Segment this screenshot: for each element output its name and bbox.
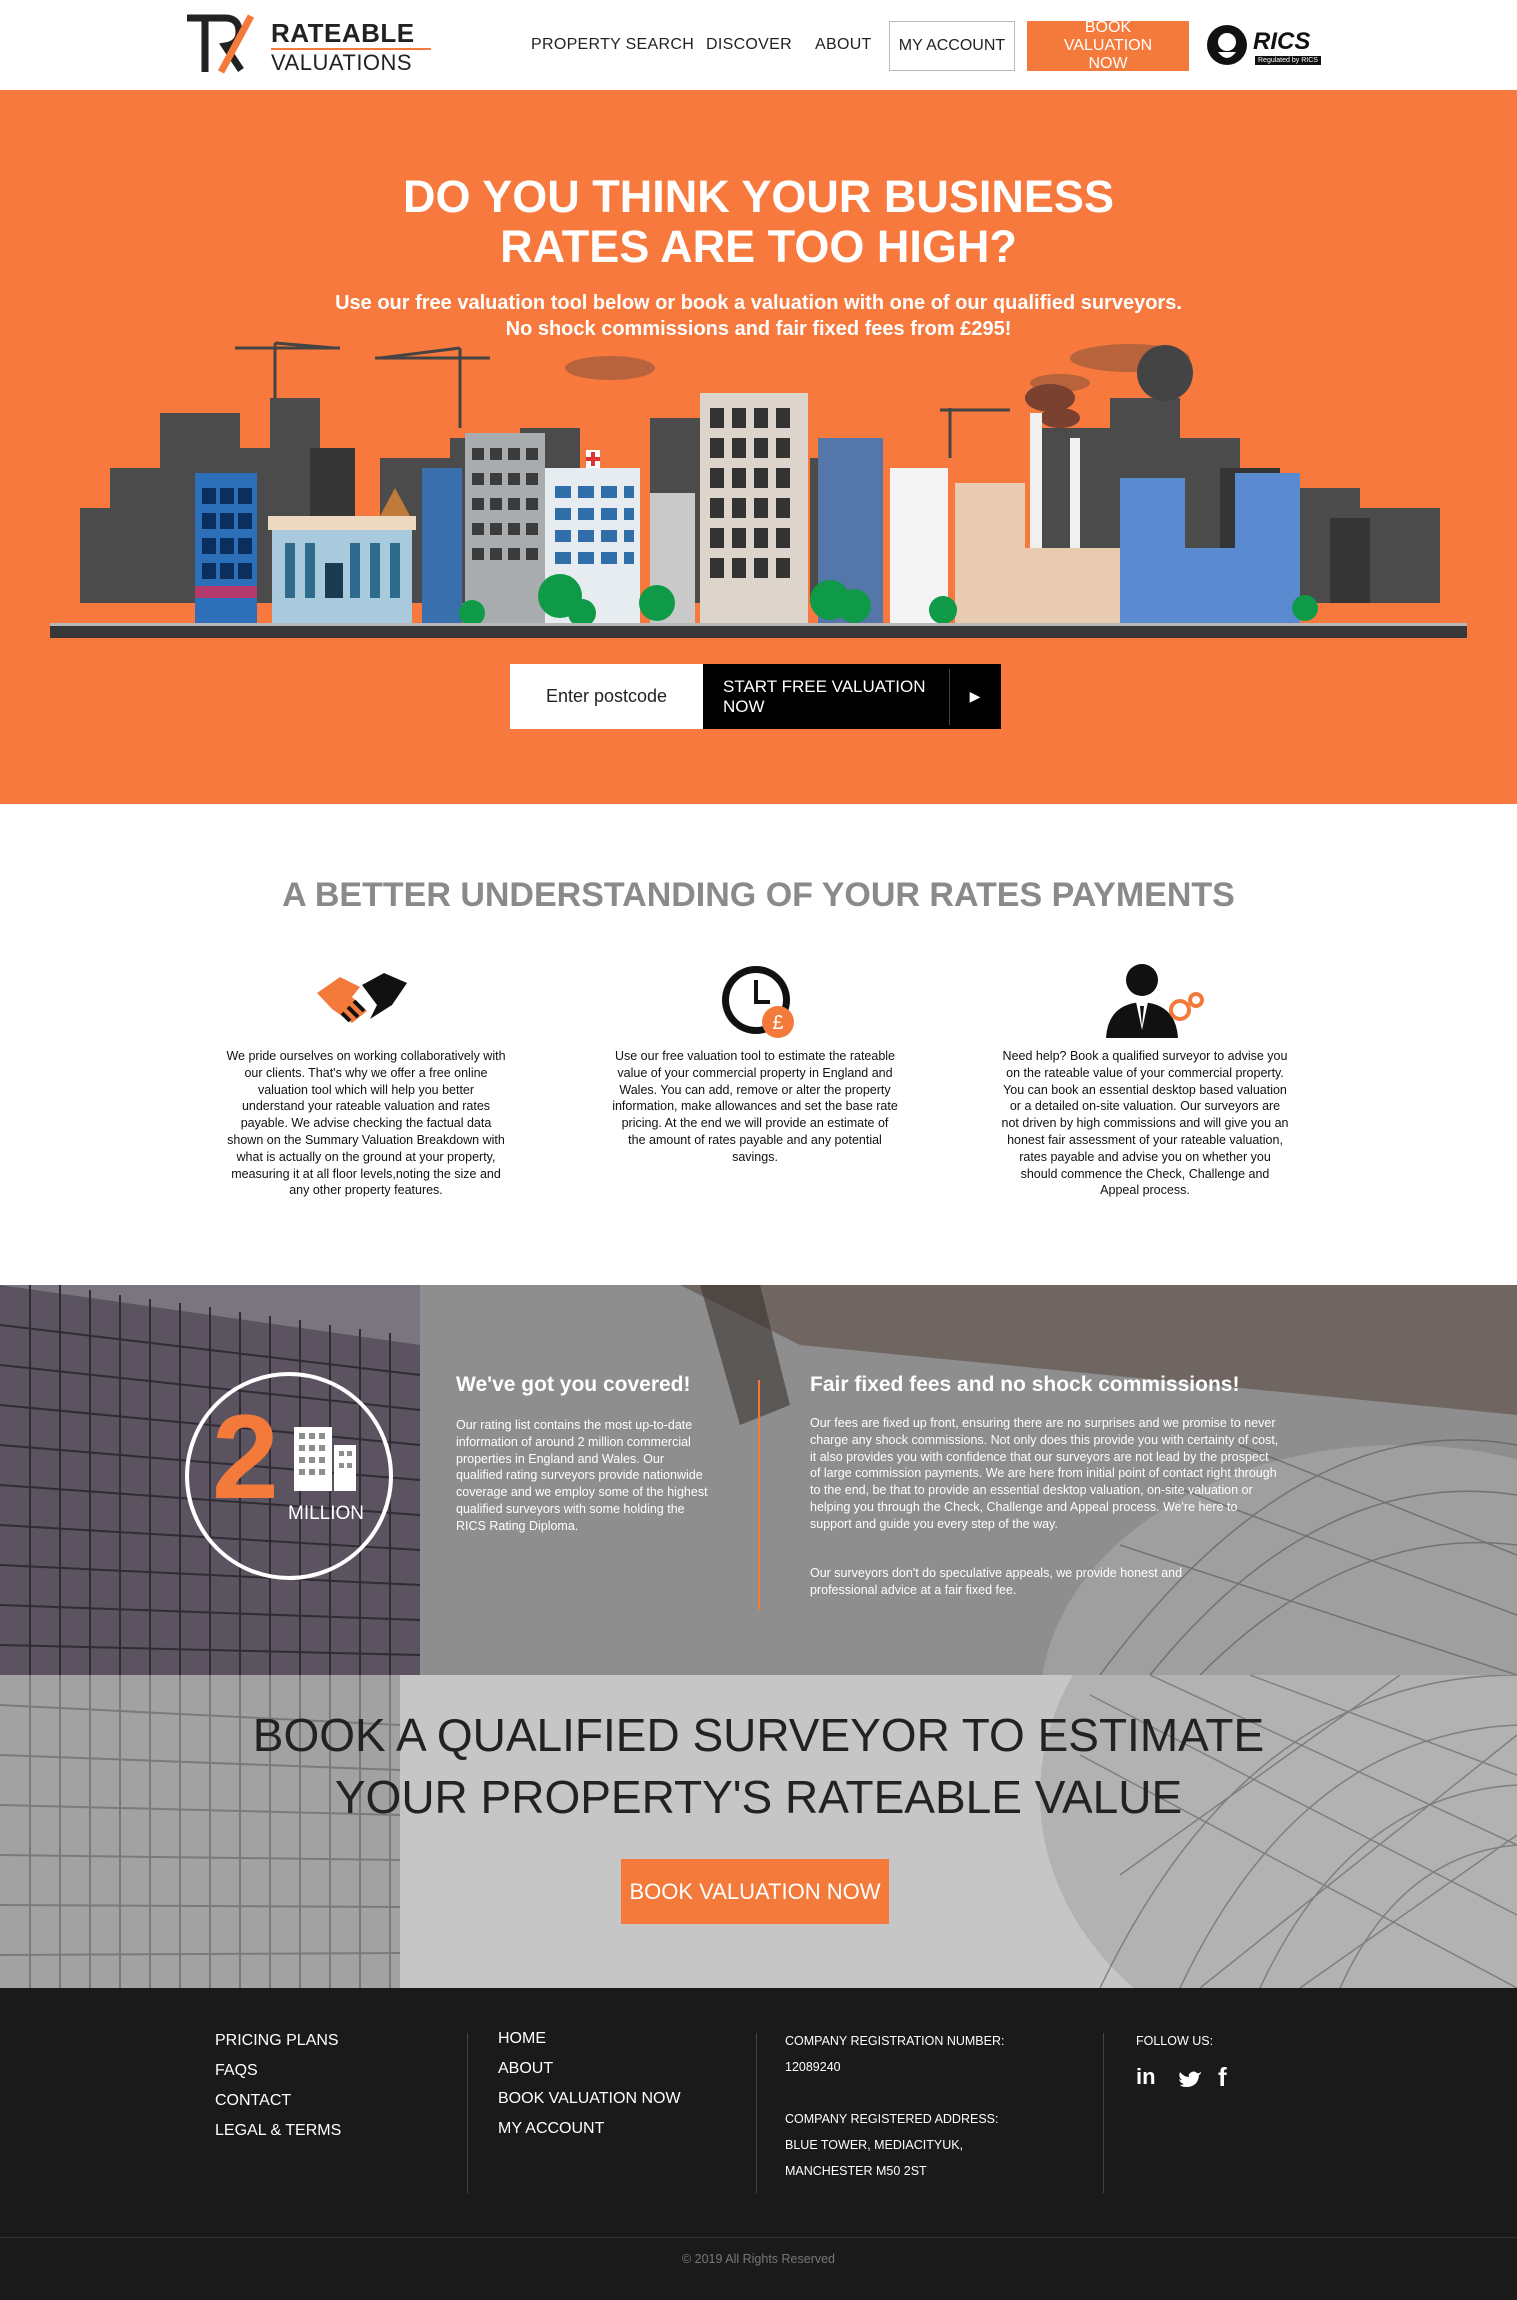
start-free-valuation-button[interactable] [703, 664, 1001, 729]
footer-address-label: COMPANY REGISTERED ADDRESS: [785, 2112, 999, 2126]
footer-reg-number: 12089240 [785, 2060, 841, 2074]
feature-text-valuation-tool: Use our free valuation tool to estimate the rateable value of your commercial property in England and Wales. You can add, remove or alter the property information, make allowances and set the base rate pricing. At the end we will provide an estimate of the amount of rates payable and any potential savings. [612, 1049, 898, 1164]
nav-about[interactable]: ABOUT [815, 36, 872, 53]
footer-my-account[interactable]: MY ACCOUNT [498, 2120, 605, 2137]
book-valuation-header-button[interactable]: BOOK VALUATION NOW [1027, 21, 1189, 71]
feature-text-collaboration: We pride ourselves on working collaboratively with our clients. That's why we offer a free online valuation tool which will help you better understand your rateable valuation and rates payable. We advise checking the factual data shown on the Summary Valuation Breakdown with what is actually on the ground at your property, measuring it at all floor levels,noting the size and any other property features. [226, 1049, 506, 1198]
rics-logo [1205, 22, 1325, 70]
logo-text-bottom: VALUATIONS [271, 50, 413, 75]
footer-divider [1103, 2033, 1104, 2193]
twitter-icon[interactable] [1178, 2070, 1202, 2090]
arrow-right-icon: ▶ [969, 688, 981, 704]
footer-bottom-divider [0, 2237, 1517, 2238]
coverage-section [0, 1285, 1517, 1675]
city-skyline-illustration [50, 338, 1467, 638]
nav-discover[interactable]: DISCOVER [706, 36, 792, 53]
footer-faqs[interactable]: FAQS [215, 2062, 258, 2079]
covered-text: Our rating list contains the most up-to-date information of around 2 million commercial properties in England and Wales. Our qualified rating surveyors provide nationwide coverage and we employ some of the highest qualified surveyors with some holding the RICS Rating Diploma. [456, 1418, 708, 1533]
hero-title-line2: RATES ARE TOO HIGH? [500, 221, 1017, 272]
badge-number: 2 [212, 1390, 279, 1524]
site-header [0, 0, 1517, 90]
site-logo[interactable] [185, 14, 435, 76]
hero-subtitle-line1: Use our free valuation tool below or book a valuation with one of our qualified surveyors. [335, 292, 1182, 314]
fees-text: Our fees are fixed up front, ensuring there are no surprises and we promise to never charge any shock commissions. Not only does this provide you with certainty of cost, it also provides you with confidence that our surveyors are not lead by the prospect of large commission payments. We are here from initial point of contact right through to the end, be that to provide an essential desktop valuation, on-site valuation or helping you through the Check, Challenge and Appeal process. We're here to support and guide you every step of the way. [810, 1416, 1279, 1531]
footer-legal-terms[interactable]: LEGAL & TERMS [215, 2122, 342, 2139]
postcode-input[interactable]: Enter postcode [510, 664, 703, 729]
hero-title-line1: DO YOU THINK YOUR BUSINESS [403, 171, 1114, 222]
cta-title-line2: YOUR PROPERTY'S RATEABLE VALUE [334, 1771, 1183, 1823]
footer-address-line2: MANCHESTER M50 2ST [785, 2164, 927, 2178]
start-free-valuation-label: START FREE VALUATION NOW [723, 676, 926, 716]
hero-section [0, 90, 1517, 804]
footer-book-valuation[interactable]: BOOK VALUATION NOW [498, 2090, 681, 2107]
logo-mark-icon [185, 14, 265, 76]
section-divider [758, 1380, 760, 1610]
footer-home[interactable]: HOME [498, 2030, 546, 2047]
hero-subtitle-line2: No shock commissions and fair fixed fees from £295! [505, 318, 1012, 340]
cta-title-line1: BOOK A QUALIFIED SURVEYOR TO ESTIMATE [252, 1709, 1265, 1761]
facebook-icon[interactable]: f [1218, 2062, 1227, 2092]
footer-address-line1: BLUE TOWER, MEDIACITYUK, [785, 2138, 964, 2152]
copyright-text: © 2019 All Rights Reserved [681, 2252, 836, 2266]
surveyor-gear-icon [1100, 960, 1210, 1040]
footer-follow-label: FOLLOW US: [1136, 2034, 1214, 2048]
nav-property-search[interactable]: PROPERTY SEARCH [531, 36, 695, 53]
features-title: A BETTER UNDERSTANDING OF YOUR RATES PAYMENTS [282, 876, 1235, 914]
badge-label: MILLION [288, 1503, 365, 1524]
clock-pound-icon [718, 962, 798, 1042]
rics-subtext: Regulated by RICS [1255, 56, 1321, 65]
fees-title: Fair fixed fees and no shock commissions! [810, 1373, 1240, 1396]
svg-text:£: £ [772, 1012, 784, 1034]
fees-text-2: Our surveyors don't do speculative appeals, we provide honest and professional advice at a fair fixed fee. [810, 1566, 1183, 1597]
footer-reg-number-label: COMPANY REGISTRATION NUMBER: [785, 2034, 1005, 2048]
handshake-icon [312, 965, 412, 1035]
logo-text-top: RATEABLE [271, 18, 415, 48]
rics-text: RICS [1253, 28, 1311, 55]
footer-contact[interactable]: CONTACT [215, 2092, 292, 2109]
office-building-icon [290, 1423, 360, 1493]
booking-cta-section [0, 1675, 1517, 1988]
footer-divider [467, 2033, 468, 2193]
book-valuation-cta-button[interactable]: BOOK VALUATION NOW [621, 1859, 889, 1924]
rics-lion-icon [1205, 22, 1249, 68]
feature-text-surveyor: Need help? Book a qualified surveyor to advise you on the rateable value of your commercial property. You can book an essential desktop based valuation or a detailed on-site valuation. Our surveyors are not driven by high commissions and will give you an honest fair assessment of your rateable valuation, rates payable and advise you on whether you should commence the Check, Challenge and Appeal process. [1001, 1049, 1289, 1198]
footer-about[interactable]: ABOUT [498, 2060, 554, 2077]
my-account-button[interactable]: MY ACCOUNT [889, 21, 1015, 71]
footer-divider [756, 2033, 757, 2193]
covered-title: We've got you covered! [456, 1373, 691, 1396]
footer-pricing-plans[interactable]: PRICING PLANS [215, 2032, 339, 2049]
linkedin-icon[interactable]: in [1136, 2064, 1156, 2089]
